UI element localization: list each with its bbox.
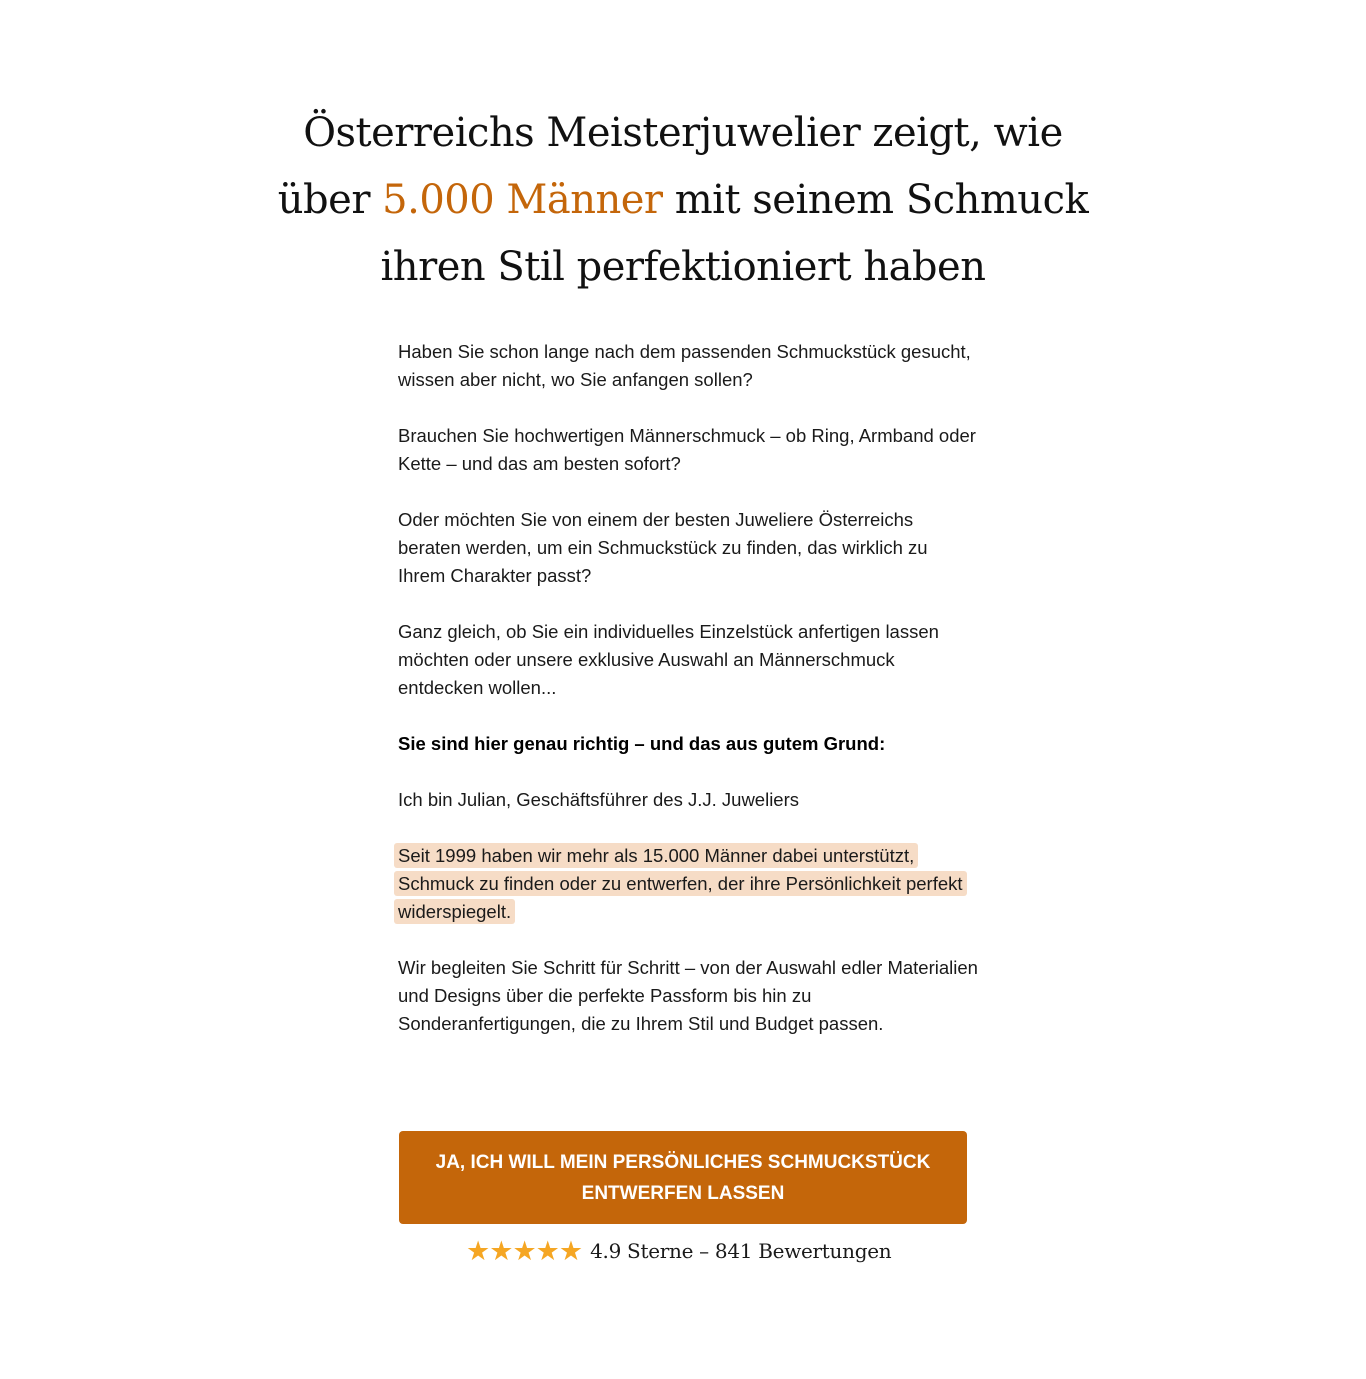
paragraph-question-3: Oder möchten Sie von einem der besten Juweliere Österreichs beraten werden, um ein Schmuckstück zu finden, das wirklich zu Ihrem Charakter passt?: [398, 509, 928, 586]
cta-label-line-1: JA, ICH WILL MEIN PERSÖNLICHES SCHMUCKSTÜCK: [435, 1151, 931, 1173]
cta-design-jewelry-button[interactable]: [399, 1131, 967, 1224]
paragraph-question-2: Brauchen Sie hochwertigen Männerschmuck – ob Ring, Armband oder Kette – und das am besten sofort?: [398, 425, 976, 474]
highlight-text: Seit 1999 haben wir mehr als 15.000 Männer dabei unterstützt, Schmuck zu finden oder zu entwerfen, der ihre Persönlichkeit perfekt widerspiegelt.: [394, 843, 967, 924]
star-icon: ★: [512, 1235, 537, 1267]
headline-line-2-suffix: mit seinem Schmuck: [662, 177, 1089, 223]
star-icon: ★: [466, 1235, 491, 1267]
rating-text: 4.9 Sterne – 841 Bewertungen: [590, 1239, 892, 1263]
cta-label-line-2: ENTWERFEN LASSEN: [581, 1182, 785, 1204]
paragraph-emphasis: Sie sind hier genau richtig – und das aus gutem Grund:: [398, 733, 886, 754]
headline-accent: 5.000 Männer: [382, 177, 663, 223]
paragraph-question-1: Haben Sie schon lange nach dem passenden Schmuckstück gesucht, wissen aber nicht, wo Sie anfangen sollen?: [398, 341, 971, 390]
paragraph-offer: Ganz gleich, ob Sie ein individuelles Einzelstück anfertigen lassen möchten oder unsere exklusive Auswahl an Männerschmuck entdecken wollen...: [398, 621, 939, 698]
headline-line-1: Österreichs Meisterjuwelier zeigt, wie: [303, 110, 1063, 156]
rating-summary: [466, 1234, 891, 1268]
intro-copy: [398, 338, 978, 1066]
paragraph-process: Wir begleiten Sie Schritt für Schritt – von der Auswahl edler Materialien und Designs über die perfekte Passform bis hin zu Sonderanfertigungen, die zu Ihrem Stil und Budget passen.: [398, 957, 978, 1034]
star-icon: ★: [535, 1235, 560, 1267]
paragraph-highlight: [398, 842, 978, 926]
headline-line-2: [183, 167, 1183, 234]
star-rating: [466, 1235, 584, 1267]
headline: [183, 100, 1183, 301]
headline-line-2-prefix: über: [277, 177, 383, 223]
star-icon: ★: [558, 1235, 584, 1267]
headline-line-3: ihren Stil perfektioniert haben: [380, 244, 986, 290]
paragraph-intro-julian: Ich bin Julian, Geschäftsführer des J.J. Juweliers: [398, 789, 800, 810]
star-icon: ★: [489, 1235, 514, 1267]
